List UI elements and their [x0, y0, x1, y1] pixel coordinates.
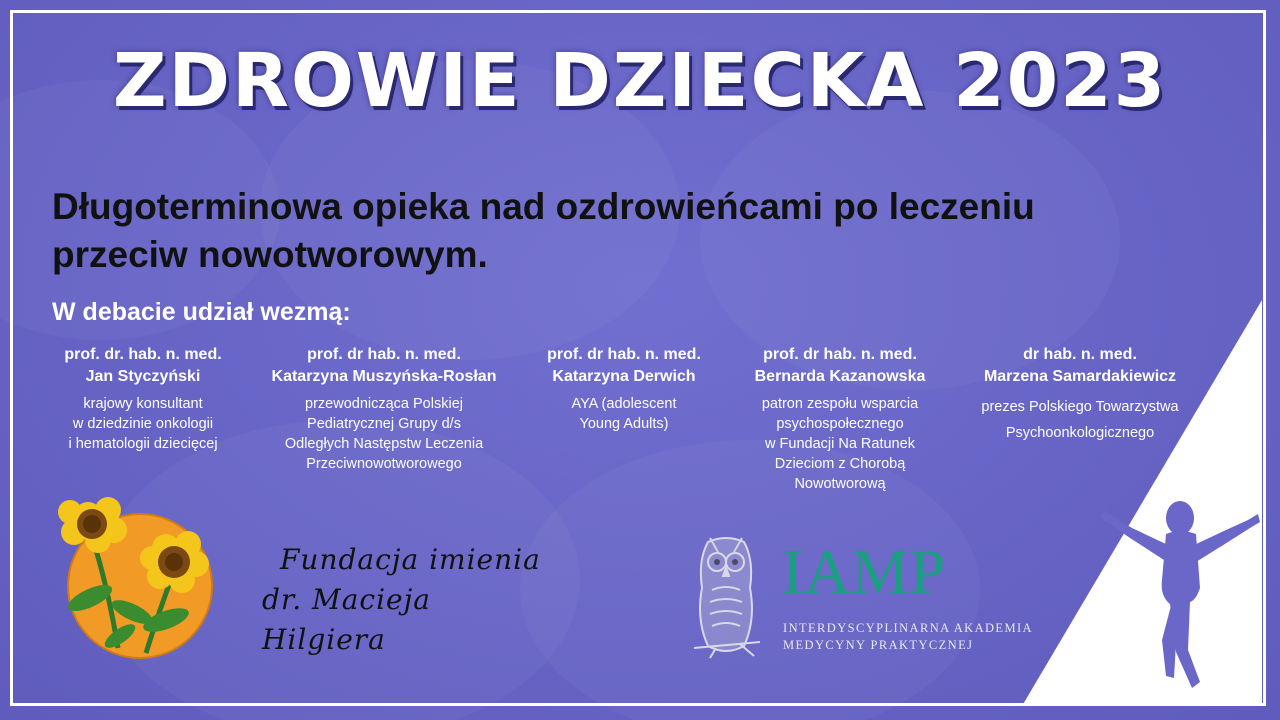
speaker-description-line: patron zespołu wsparcia [761, 396, 919, 412]
iamp-subtitle-line: INTERDYSCYPLINARNA AKADEMIA [783, 621, 1033, 635]
speaker-description-line: prezes Polskiego Towarzystwa [981, 399, 1179, 415]
speaker-name: Marzena Samardakiewicz [983, 368, 1177, 385]
speaker-description-line: przewodnicząca Polskiej [305, 396, 463, 412]
speaker-samardakiewicz [950, 344, 1210, 446]
speaker-description-line: w Fundacji Na Ratunek [765, 436, 915, 452]
speaker-description-line: Young Adults) [579, 416, 669, 432]
speaker-derwich [522, 344, 726, 434]
speaker-description [248, 394, 520, 474]
speaker-description-line: psychospołecznego [776, 416, 904, 432]
speaker-description [522, 394, 726, 434]
subtitle-line: Długoterminowa opieka nad ozdrowieńcami po leczeniu [52, 186, 1035, 227]
speaker-title: prof. dr hab. n. med. [547, 346, 701, 363]
speaker-description-line: Pediatrycznej Grupy d/s [307, 416, 461, 432]
subtitle [52, 183, 1212, 279]
speaker-description-line: i hematologii dziecięcej [68, 436, 218, 452]
speaker-title: dr hab. n. med. [1023, 346, 1137, 363]
speaker-styczynski [38, 344, 248, 454]
sunflower-logo-icon [48, 488, 223, 660]
iamp-logo-text: IAMP [782, 536, 947, 607]
speaker-description-line: Psychoonkologicznego [1005, 425, 1155, 441]
speaker-description [38, 394, 248, 454]
speaker-name: Bernarda Kazanowska [754, 368, 926, 385]
subtitle-line: przeciw nowotworowym. [52, 234, 488, 275]
debate-heading: W debacie udział wezmą: [52, 298, 351, 326]
iamp-subtitle-line: MEDYCYNY PRAKTYCZNEJ [783, 638, 974, 652]
fundacja-logo [262, 540, 542, 656]
speaker-description-line: w dziedzinie onkologii [72, 416, 214, 432]
speaker-title: prof. dr hab. n. med. [307, 346, 461, 363]
speaker-title: prof. dr hab. n. med. [763, 346, 917, 363]
speaker-description-line: Odległych Następstw Leczenia [284, 436, 484, 452]
main-title: ZDROWIE DZIECKA 2023 [112, 38, 1168, 124]
speaker-title: prof. dr. hab. n. med. [64, 346, 222, 363]
speaker-name: Jan Styczyński [85, 368, 201, 385]
owl-icon [680, 530, 770, 662]
speaker-description-line: Nowotworową [794, 476, 886, 492]
speaker-description-line: krajowy konsultant [83, 396, 203, 412]
speaker-description-line: Przeciwnowotworowego [306, 456, 462, 472]
speaker-description-line: AYA (adolescent [571, 396, 677, 412]
fundacja-line: dr. Macieja Hilgiera [262, 583, 431, 656]
speaker-description [730, 394, 950, 494]
iamp-subtitle [783, 620, 1033, 654]
fundacja-line: Fundacja imienia [280, 543, 541, 576]
speaker-name: Katarzyna Muszyńska-Rosłan [271, 368, 497, 385]
speaker-name: Katarzyna Derwich [552, 368, 696, 385]
speaker-description-line: Dzieciom z Chorobą [774, 456, 906, 472]
speaker-description [950, 394, 1210, 446]
speaker-kazanowska [730, 344, 950, 494]
speaker-muszynska-roslan [248, 344, 520, 474]
